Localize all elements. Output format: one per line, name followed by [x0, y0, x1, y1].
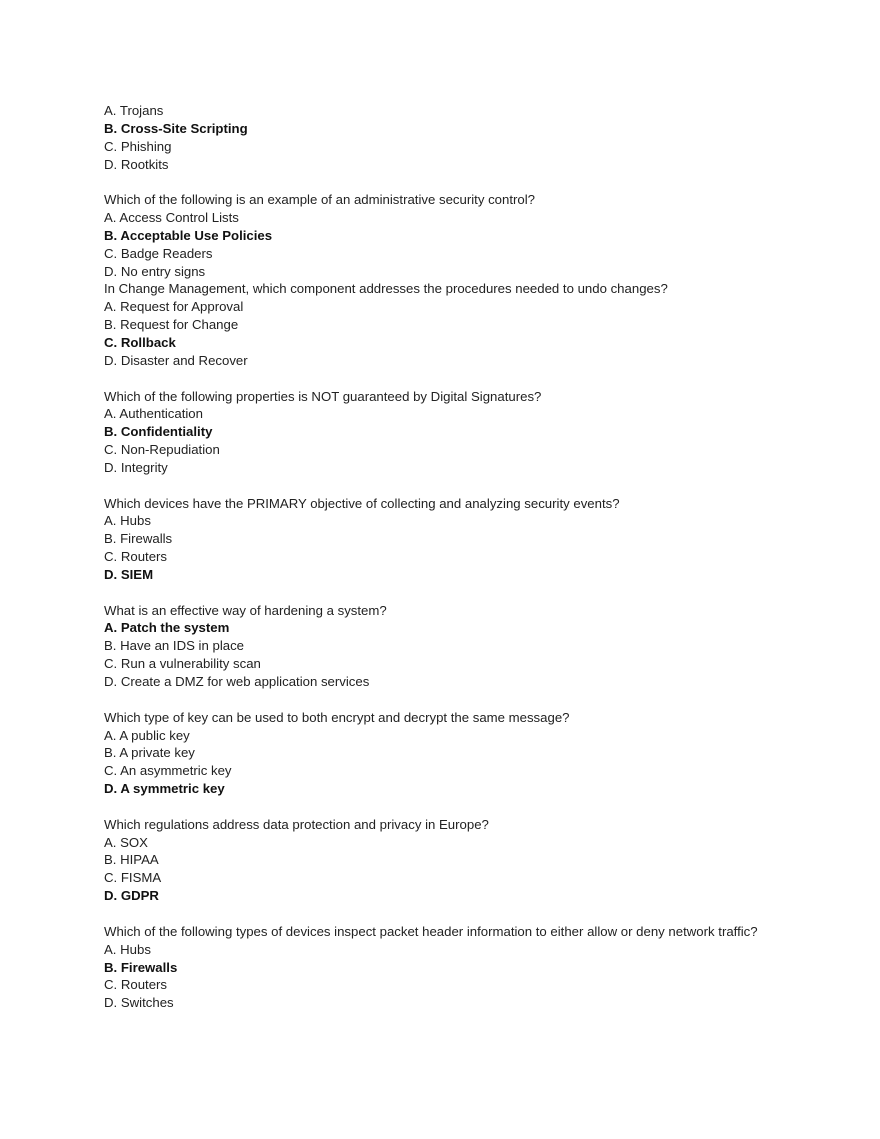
answer-option: A. Hubs — [104, 941, 151, 957]
question-list — [104, 102, 804, 1012]
answer-option: B. HIPAA — [104, 852, 159, 868]
question-text: Which type of key can be used to both encrypt and decrypt the same message? — [104, 709, 570, 725]
answer-option: C. Routers — [104, 977, 168, 993]
answer-option: B. Have an IDS in place — [104, 638, 245, 654]
blank-line — [104, 173, 804, 191]
answer-option: C. Non-Repudiation — [104, 442, 220, 458]
answer-option: A. Request for Approval — [104, 299, 244, 315]
question-text: What is an effective way of hardening a system? — [104, 602, 387, 618]
answer-option: C. Phishing — [104, 138, 172, 154]
correct-answer-option: B. Firewalls — [104, 959, 178, 975]
answer-option: A. SOX — [104, 834, 148, 850]
blank-line — [104, 370, 804, 388]
answer-option: D. No entry signs — [104, 263, 206, 279]
question-text: Which of the following properties is NOT guaranteed by Digital Signatures? — [104, 388, 542, 404]
answer-option: D. Integrity — [104, 459, 168, 475]
answer-option: A. Trojans — [104, 103, 164, 118]
answer-option: C. Run a vulnerability scan — [104, 656, 261, 672]
question-block — [104, 602, 804, 691]
correct-answer-option: C. Rollback — [104, 334, 176, 350]
question-block — [104, 709, 804, 798]
question-block — [104, 495, 804, 584]
correct-answer-option: B. Acceptable Use Policies — [104, 227, 273, 243]
blank-line — [104, 477, 804, 495]
question-text: Which regulations address data protection and privacy in Europe? — [104, 816, 489, 832]
correct-answer-option: B. Cross-Site Scripting — [104, 120, 248, 136]
question-block — [104, 102, 804, 173]
blank-line — [104, 905, 804, 923]
question-text: In Change Management, which component addresses the procedures needed to undo changes? — [104, 281, 668, 297]
answer-option: C. FISMA — [104, 870, 162, 886]
answer-option: B. A private key — [104, 745, 195, 761]
correct-answer-option: D. SIEM — [104, 566, 154, 582]
answer-option: A. A public key — [104, 727, 190, 743]
answer-option: D. Create a DMZ for web application services — [104, 674, 370, 689]
answer-option: A. Hubs — [104, 513, 151, 529]
answer-option: D. Rootkits — [104, 156, 169, 172]
answer-option: C. An asymmetric key — [104, 763, 232, 779]
question-block — [104, 191, 804, 280]
answer-option: B. Firewalls — [104, 531, 173, 547]
question-block — [104, 280, 804, 369]
question-text: Which of the following types of devices inspect packet header information to either allow or deny network traffic? — [104, 923, 758, 939]
answer-option: D. Switches — [104, 995, 174, 1011]
question-block — [104, 388, 804, 477]
answer-option: B. Request for Change — [104, 317, 239, 333]
blank-line — [104, 798, 804, 816]
correct-answer-option: B. Confidentiality — [104, 424, 213, 440]
answer-option: A. Authentication — [104, 406, 203, 422]
blank-line — [104, 584, 804, 602]
answer-option: D. Disaster and Recover — [104, 352, 248, 368]
question-block — [104, 923, 804, 1012]
correct-answer-option: D. GDPR — [104, 888, 159, 904]
correct-answer-option: A. Patch the system — [104, 620, 230, 636]
blank-line — [104, 691, 804, 709]
answer-option: C. Badge Readers — [104, 245, 213, 261]
question-text: Which devices have the PRIMARY objective of collecting and analyzing security events? — [104, 495, 620, 511]
question-text: Which of the following is an example of an administrative security control? — [104, 192, 535, 208]
answer-option: A. Access Control Lists — [104, 210, 239, 226]
correct-answer-option: D. A symmetric key — [104, 781, 225, 797]
question-block — [104, 816, 804, 905]
answer-option: C. Routers — [104, 549, 168, 565]
